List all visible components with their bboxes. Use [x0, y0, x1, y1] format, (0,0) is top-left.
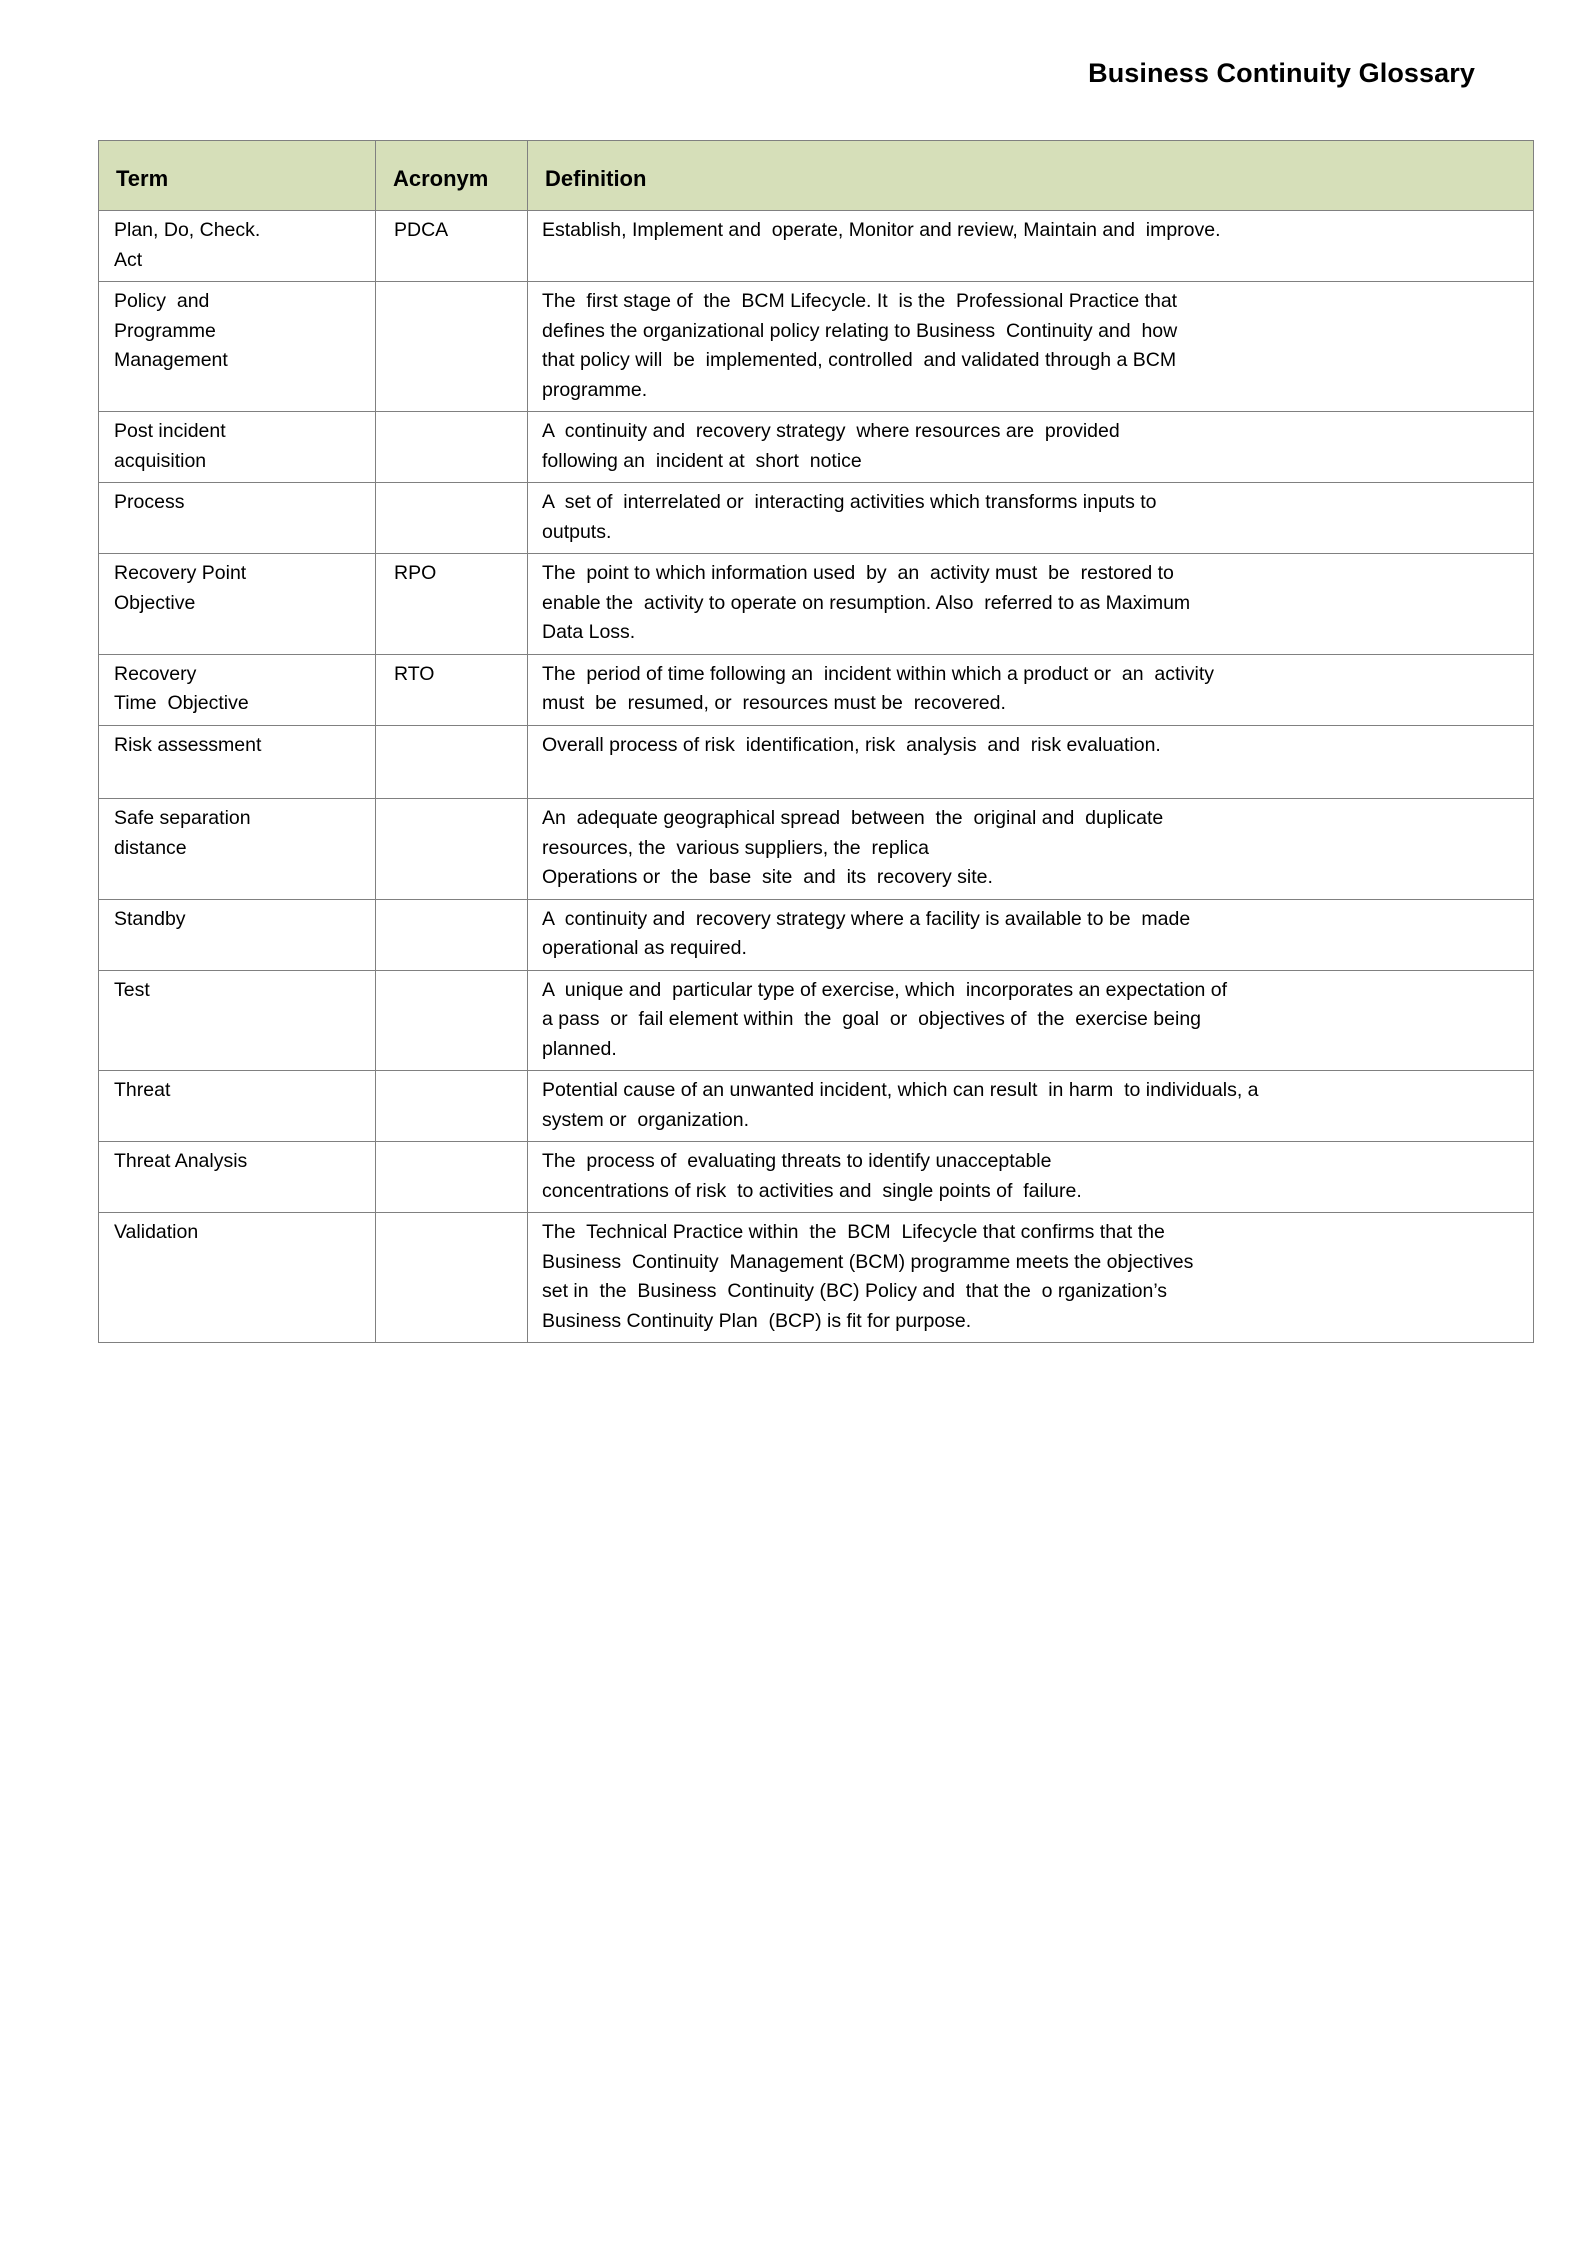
definition-line: The process of evaluating threats to identify unacceptable	[542, 1150, 1052, 1172]
table-row	[99, 211, 1534, 282]
cell-definition	[528, 1071, 1534, 1142]
term-line: Time Objective	[114, 692, 249, 714]
table-row	[99, 554, 1534, 655]
cell-acronym	[376, 799, 528, 900]
cell-definition	[528, 211, 1534, 282]
table-row	[99, 799, 1534, 900]
term-line: Risk assessment	[114, 733, 262, 756]
cell-acronym	[376, 1213, 528, 1343]
definition-line: The first stage of the BCM Lifecycle. It is the Professional Practice that	[542, 290, 1178, 312]
term-line: Policy and	[114, 290, 210, 312]
cell-definition	[528, 412, 1534, 483]
definition-line: Data Loss.	[542, 621, 636, 643]
cell-definition	[528, 970, 1534, 1071]
cell-acronym	[376, 1071, 528, 1142]
term-line: Safe separation	[114, 807, 251, 829]
term-line: Plan, Do, Check.	[114, 219, 261, 241]
definition-line: planned.	[542, 1037, 617, 1060]
cell-term	[99, 1213, 376, 1343]
cell-definition	[528, 1213, 1534, 1343]
table-row	[99, 483, 1534, 554]
definition-line: Overall process of risk identification, risk analysis and risk evaluation.	[542, 733, 1161, 756]
acronym-text: RTO	[394, 662, 435, 685]
table-row	[99, 899, 1534, 970]
definition-line: enable the activity to operate on resumption. Also referred to as Maximum	[542, 591, 1191, 614]
definition-line: Business Continuity Plan (BCP) is fit for purpose.	[542, 1309, 972, 1332]
glossary-table	[98, 140, 1534, 1343]
term-line: distance	[114, 836, 187, 859]
cell-acronym	[376, 725, 528, 799]
definition-line: The point to which information used by an activity must be restored to	[542, 562, 1174, 584]
cell-definition	[528, 799, 1534, 900]
term-line: Management	[114, 349, 228, 371]
cell-acronym	[376, 483, 528, 554]
acronym-text: PDCA	[394, 219, 449, 241]
table-row	[99, 282, 1534, 412]
cell-acronym	[376, 554, 528, 655]
definition-line: Establish, Implement and operate, Monitor and review, Maintain and improve.	[542, 219, 1221, 241]
definition-line: system or organization.	[542, 1108, 750, 1131]
cell-term	[99, 654, 376, 725]
table-body	[99, 211, 1534, 1343]
table-header	[99, 141, 1534, 211]
cell-definition	[528, 483, 1534, 554]
acronym-text: RPO	[394, 562, 437, 584]
cell-term	[99, 483, 376, 554]
table-row	[99, 412, 1534, 483]
definition-line: defines the organizational policy relating to Business Continuity and how	[542, 319, 1178, 342]
cell-term	[99, 725, 376, 799]
column-header-definition: Definition	[528, 141, 1534, 211]
table-header-row	[99, 141, 1534, 211]
term-line: Recovery Point	[114, 562, 247, 584]
definition-line: set in the Business Continuity (BC) Policy and that the o rganization’s	[542, 1280, 1168, 1302]
cell-definition	[528, 899, 1534, 970]
term-line: Test	[114, 978, 150, 1001]
cell-acronym	[376, 211, 528, 282]
cell-acronym	[376, 1142, 528, 1213]
definition-line: operational as required.	[542, 937, 747, 959]
definition-line: A continuity and recovery strategy where resources are provided	[542, 420, 1120, 442]
table-row	[99, 970, 1534, 1071]
cell-term	[99, 1142, 376, 1213]
definition-line: Potential cause of an unwanted incident, which can result in harm to individuals, a	[542, 1079, 1259, 1101]
term-line: Post incident	[114, 420, 226, 442]
cell-term	[99, 1071, 376, 1142]
table-row	[99, 654, 1534, 725]
cell-term	[99, 799, 376, 900]
table-row	[99, 1142, 1534, 1213]
definition-line: A continuity and recovery strategy where a facility is available to be made	[542, 907, 1191, 930]
term-line: Standby	[114, 907, 186, 930]
term-line: Threat Analysis	[114, 1150, 248, 1172]
term-line: Threat	[114, 1079, 171, 1101]
cell-definition	[528, 282, 1534, 412]
column-header-acronym: Acronym	[376, 141, 528, 211]
cell-definition	[528, 654, 1534, 725]
term-line: Objective	[114, 591, 196, 614]
definition-line: Business Continuity Management (BCM) programme meets the objectives	[542, 1250, 1194, 1273]
definition-line: programme.	[542, 378, 648, 401]
definition-line: concentrations of risk to activities and single points of failure.	[542, 1179, 1082, 1202]
term-line: acquisition	[114, 449, 207, 472]
cell-term	[99, 412, 376, 483]
cell-acronym	[376, 654, 528, 725]
cell-acronym	[376, 970, 528, 1071]
term-line: Process	[114, 491, 185, 513]
page-title: Business Continuity Glossary	[1088, 58, 1475, 88]
cell-acronym	[376, 282, 528, 412]
term-line: Programme	[114, 319, 216, 342]
definition-line: outputs.	[542, 520, 612, 543]
cell-definition	[528, 1142, 1534, 1213]
table-row	[99, 725, 1534, 799]
cell-term	[99, 970, 376, 1071]
cell-acronym	[376, 899, 528, 970]
cell-term	[99, 899, 376, 970]
definition-line: that policy will be implemented, controlled and validated through a BCM	[542, 349, 1177, 371]
definition-line: resources, the various suppliers, the replica	[542, 836, 929, 859]
definition-line: a pass or fail element within the goal or objectives of the exercise being	[542, 1008, 1202, 1030]
definition-line: An adequate geographical spread between the original and duplicate	[542, 807, 1164, 829]
cell-term	[99, 554, 376, 655]
definition-line: Operations or the base site and its recovery site.	[542, 866, 993, 888]
term-line: Recovery	[114, 662, 197, 685]
cell-definition	[528, 554, 1534, 655]
column-header-term: Term	[99, 141, 376, 211]
term-line: Validation	[114, 1221, 199, 1243]
term-line: Act	[114, 248, 143, 271]
definition-line: The period of time following an incident within which a product or an activity	[542, 662, 1215, 685]
cell-term	[99, 282, 376, 412]
table-row	[99, 1071, 1534, 1142]
cell-acronym	[376, 412, 528, 483]
definition-line: A set of interrelated or interacting activities which transforms inputs to	[542, 491, 1157, 513]
table-row	[99, 1213, 1534, 1343]
cell-term	[99, 211, 376, 282]
definition-line: A unique and particular type of exercise, which incorporates an expectation of	[542, 978, 1228, 1001]
definition-line: The Technical Practice within the BCM Lifecycle that confirms that the	[542, 1221, 1165, 1243]
definition-line: following an incident at short notice	[542, 449, 862, 472]
cell-definition	[528, 725, 1534, 799]
definition-line: must be resumed, or resources must be recovered.	[542, 692, 1006, 714]
